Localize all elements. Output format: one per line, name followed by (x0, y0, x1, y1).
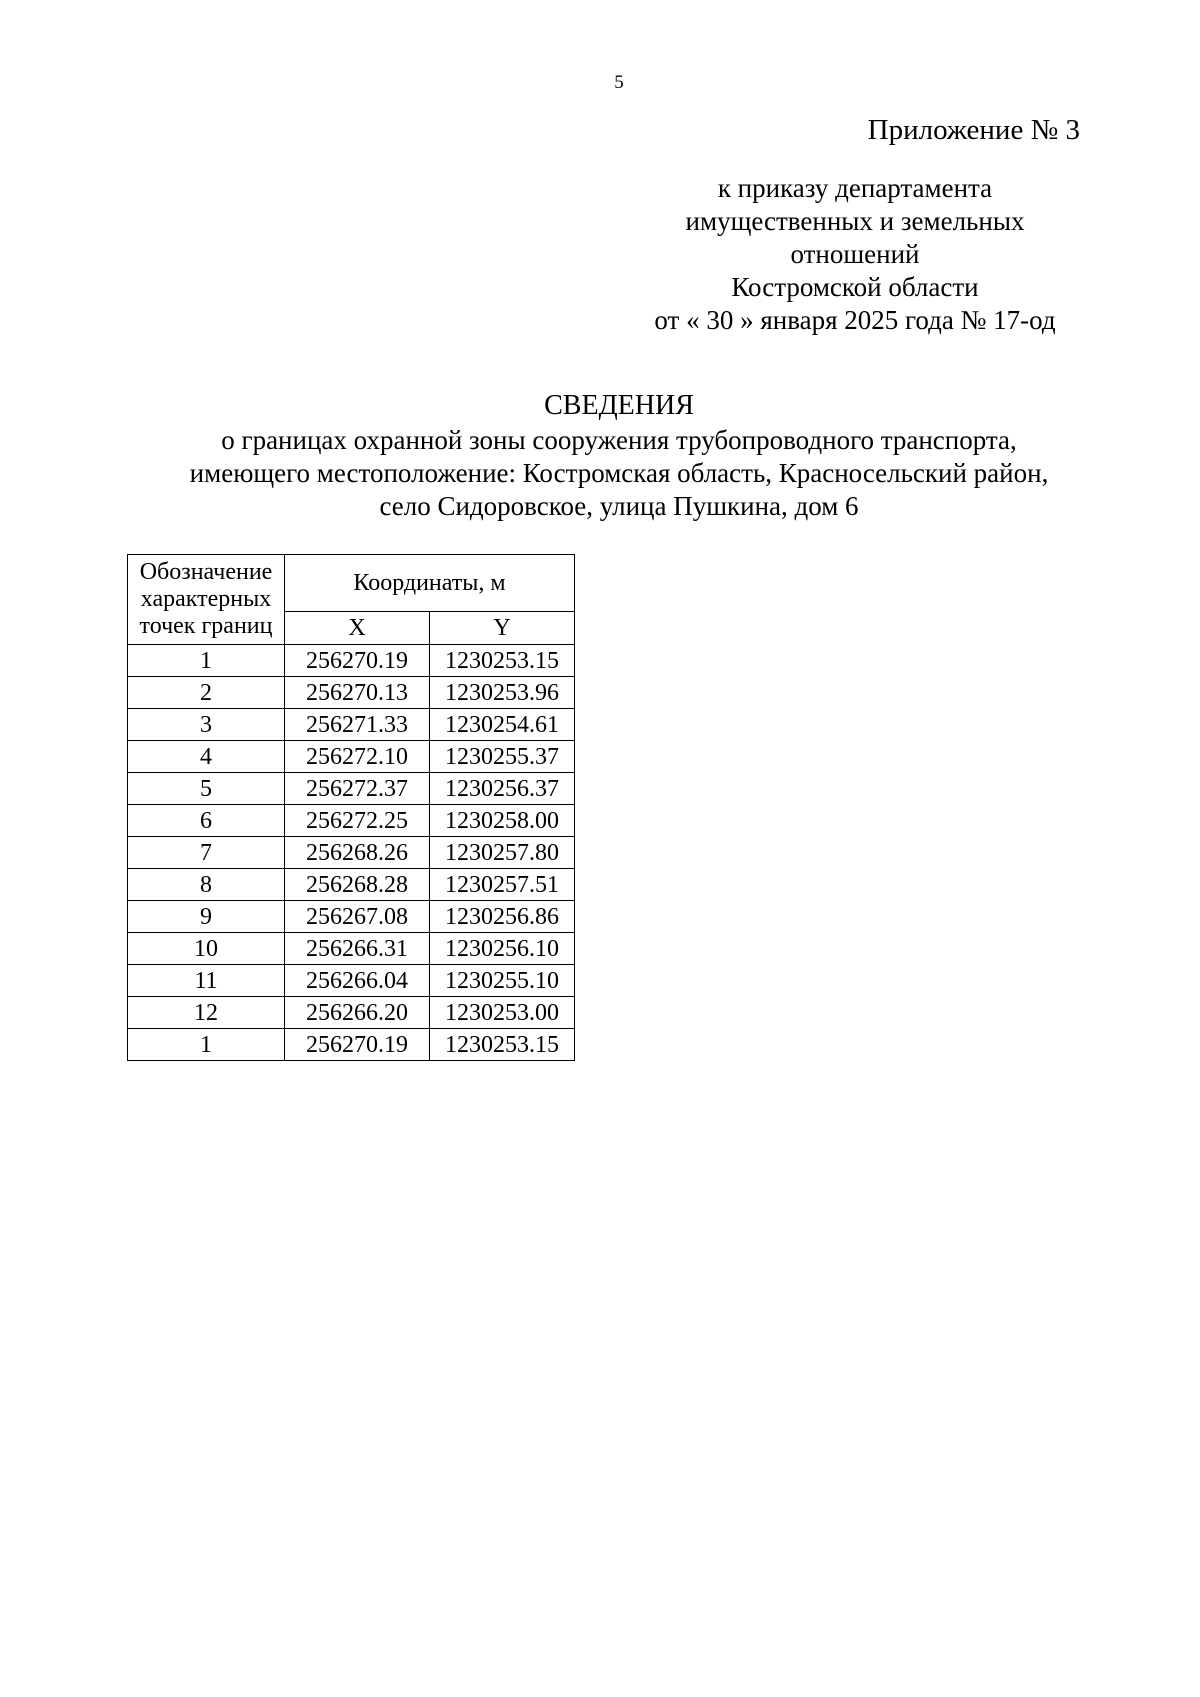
table-row (128, 1029, 575, 1061)
appendix-line: Костромской области (731, 272, 979, 302)
point-cell: 6 (128, 805, 285, 837)
y-cell: 1230257.51 (430, 869, 575, 901)
point-cell: 2 (128, 677, 285, 709)
point-cell: 3 (128, 709, 285, 741)
document-heading: СВЕДЕНИЯ (544, 390, 694, 421)
x-cell: 256266.04 (285, 965, 430, 997)
x-cell: 256268.26 (285, 837, 430, 869)
point-cell: 12 (128, 997, 285, 1029)
x-cell: 256270.19 (285, 1029, 430, 1061)
y-cell: 1230253.96 (430, 677, 575, 709)
y-cell: 1230254.61 (430, 709, 575, 741)
table-row (128, 741, 575, 773)
table-row (128, 677, 575, 709)
y-cell: 1230253.15 (430, 645, 575, 677)
y-cell: 1230255.37 (430, 741, 575, 773)
table-row (128, 709, 575, 741)
x-cell: 256270.13 (285, 677, 430, 709)
table-row (128, 837, 575, 869)
appendix-title: Приложение № 3 (867, 114, 1080, 146)
table-row (128, 933, 575, 965)
y-cell: 1230257.80 (430, 837, 575, 869)
appendix-line: имущественных и земельных (685, 206, 1025, 236)
point-column-header (128, 555, 285, 645)
y-column-header: Y (430, 612, 575, 645)
point-cell: 7 (128, 837, 285, 869)
y-cell: 1230255.10 (430, 965, 575, 997)
subtitle-line: о границах охранной зоны сооружения трубопроводного транспорта, (221, 425, 1017, 455)
y-cell: 1230256.37 (430, 773, 575, 805)
y-cell: 1230253.00 (430, 997, 575, 1029)
x-column-header: X (285, 612, 430, 645)
subtitle-line: село Сидоровское, улица Пушкина, дом 6 (379, 491, 859, 521)
table-row (128, 773, 575, 805)
point-cell: 11 (128, 965, 285, 997)
header-line: точек границ (139, 613, 273, 639)
x-cell: 256270.19 (285, 645, 430, 677)
table-row (128, 645, 575, 677)
x-cell: 256268.28 (285, 869, 430, 901)
x-cell: 256272.10 (285, 741, 430, 773)
point-cell: 9 (128, 901, 285, 933)
x-cell: 256267.08 (285, 901, 430, 933)
appendix-order-reference (620, 172, 1090, 337)
x-cell: 256271.33 (285, 709, 430, 741)
y-cell: 1230258.00 (430, 805, 575, 837)
appendix-line: к приказу департамента (717, 173, 993, 203)
table-row (128, 805, 575, 837)
x-cell: 256266.20 (285, 997, 430, 1029)
appendix-date-line: от « 30 » января 2025 года № 17-од (654, 305, 1056, 335)
y-cell: 1230253.15 (430, 1029, 575, 1061)
header-line: Обозначение (139, 559, 273, 585)
point-cell: 1 (128, 1029, 285, 1061)
table-row (128, 997, 575, 1029)
table-row (128, 965, 575, 997)
point-cell: 5 (128, 773, 285, 805)
document-subtitle (0, 424, 1200, 523)
page-number: 5 (614, 72, 624, 93)
y-cell: 1230256.86 (430, 901, 575, 933)
coordinates-table (127, 554, 575, 1061)
y-cell: 1230256.10 (430, 933, 575, 965)
table-row (128, 869, 575, 901)
point-cell: 8 (128, 869, 285, 901)
point-cell: 1 (128, 645, 285, 677)
coordinates-header: Координаты, м (285, 555, 575, 612)
x-cell: 256272.37 (285, 773, 430, 805)
x-cell: 256266.31 (285, 933, 430, 965)
point-cell: 10 (128, 933, 285, 965)
appendix-line: отношений (790, 239, 920, 269)
header-line: характерных (140, 586, 272, 612)
table-row (128, 901, 575, 933)
x-cell: 256272.25 (285, 805, 430, 837)
point-cell: 4 (128, 741, 285, 773)
subtitle-line: имеющего местоположение: Костромская область, Красносельский район, (189, 458, 1049, 488)
